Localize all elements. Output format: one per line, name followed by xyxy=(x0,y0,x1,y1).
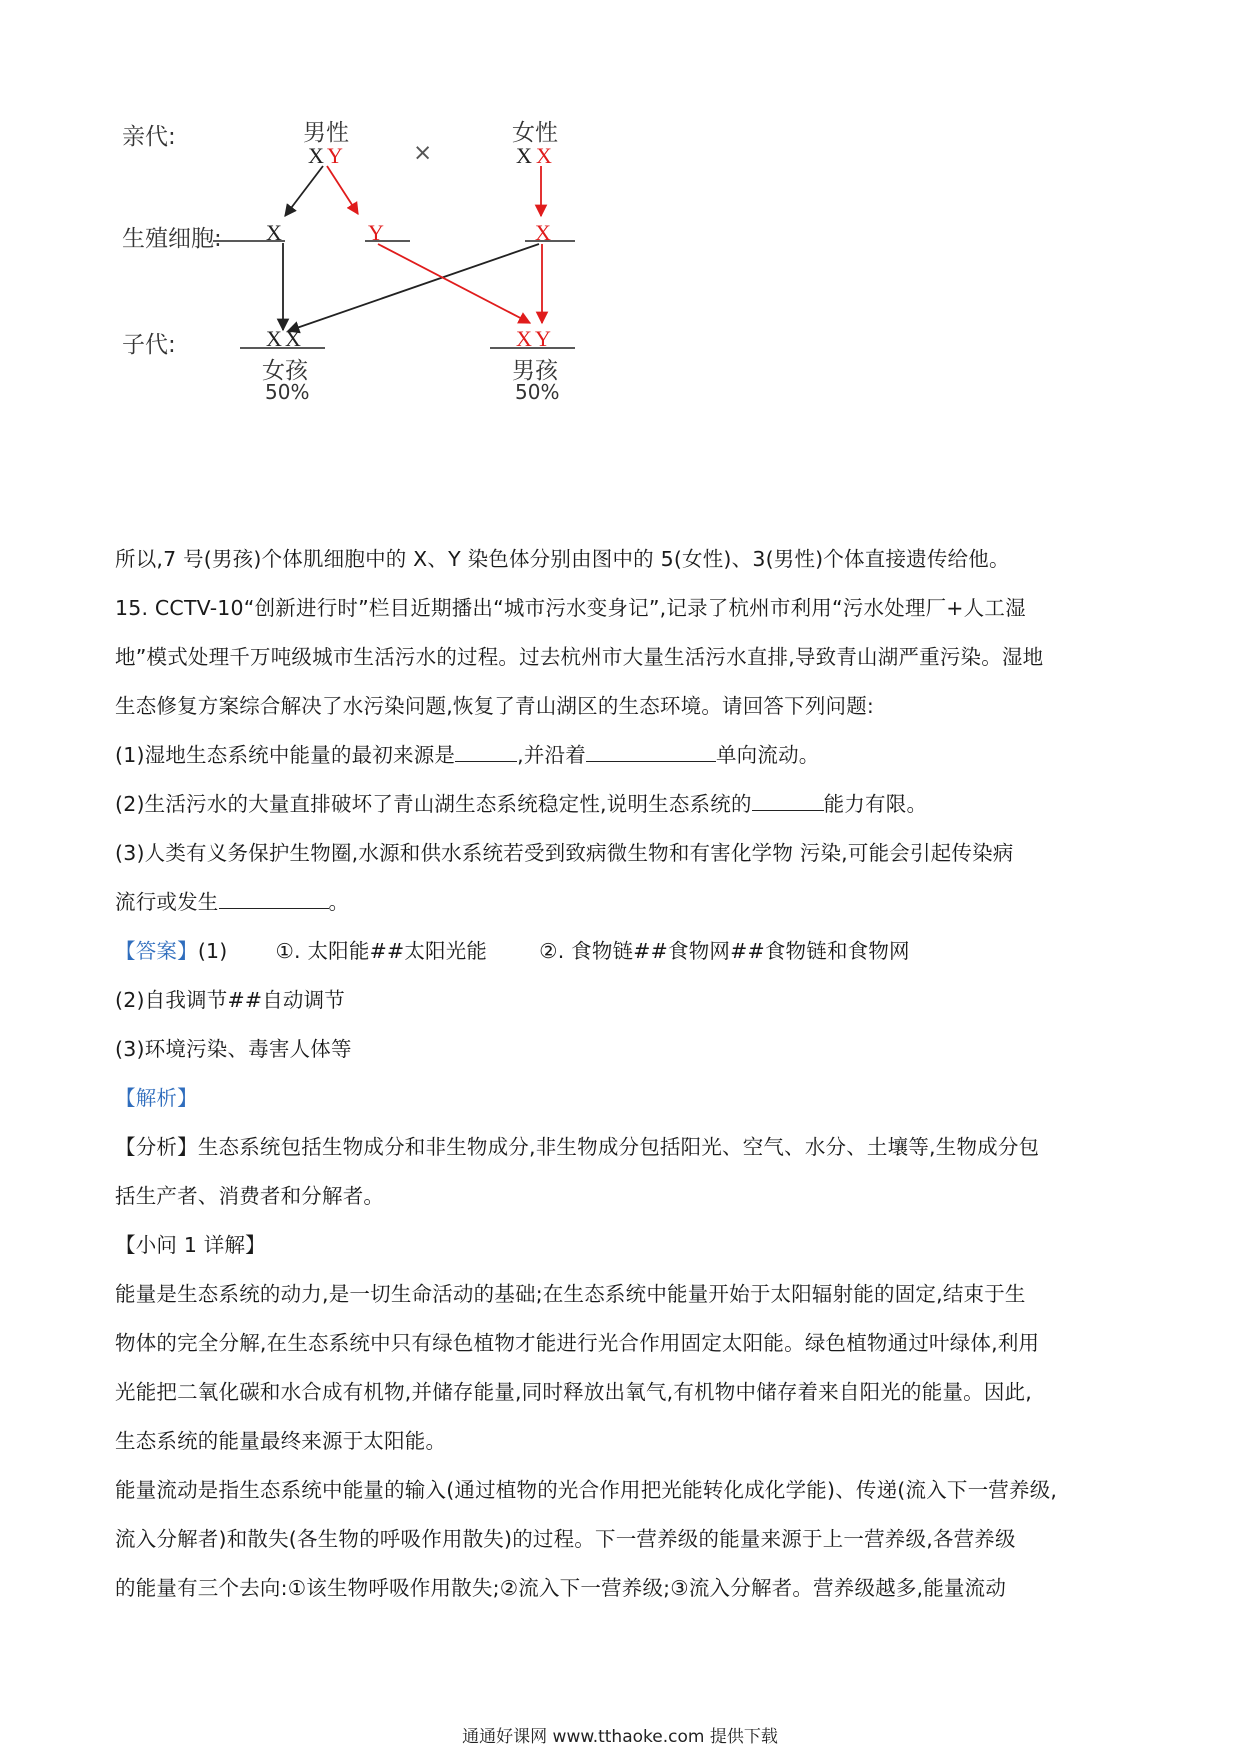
boy-percent: 50% xyxy=(515,380,560,404)
document-body xyxy=(115,535,1130,1613)
sub-question-3-line-2 xyxy=(115,878,1130,927)
answer-1-part-a: ①. 太阳能##太阳光能 xyxy=(275,939,488,963)
q1-text-a: (1)湿地生态系统中能量的最初来源是 xyxy=(115,743,456,767)
arrow-male-to-x-gamete xyxy=(285,166,323,216)
answer-blank-2 xyxy=(586,741,716,762)
analysis-line-1 xyxy=(115,1123,1130,1172)
gamete-male-y: Y xyxy=(368,220,384,245)
male-chrom-x: X xyxy=(308,143,324,168)
girl-chrom-x2: X xyxy=(285,326,301,351)
sub-question-2 xyxy=(115,780,1130,829)
boy-label: 男孩 xyxy=(512,358,558,384)
female-chrom-x2: X xyxy=(536,143,552,168)
answer-1-part-b: ②. 食物链##食物网##食物链和食物网 xyxy=(539,939,910,963)
detail-line-5: 能量流动是指生态系统中能量的输入(通过植物的光合作用把光能转化成化学能)、传递(流入下一营养级, xyxy=(115,1478,1058,1502)
male-chrom-y: Y xyxy=(327,143,343,168)
conclusion-line: 所以,7 号(男孩)个体肌细胞中的 X、Y 染色体分别由图中的 5(女性)、3(男性)个体直接遗传给他。 xyxy=(115,547,1010,571)
answer-line-3: (3)环境污染、毒害人体等 xyxy=(115,1037,352,1061)
question-15-line-3: 生态修复方案综合解决了水污染问题,恢复了青山湖区的生态环境。请回答下列问题: xyxy=(115,694,875,718)
inheritance-arrows xyxy=(120,118,680,458)
arrow-male-to-y-gamete xyxy=(327,166,358,214)
detail-line-2: 物体的完全分解,在生态系统中只有绿色植物才能进行光合作用固定太阳能。绿色植物通过叶绿体,利用 xyxy=(115,1331,1040,1355)
answer-blank-3 xyxy=(752,790,824,811)
female-parent-label: 女性 xyxy=(512,120,558,146)
q2-text-a: (2)生活污水的大量直排破坏了青山湖生态系统稳定性,说明生态系统的 xyxy=(115,792,752,816)
detail-line-3: 光能把二氧化碳和水合成有机物,并储存能量,同时释放出氧气,有机物中储存着来自阳光的能量。因此, xyxy=(115,1380,1032,1404)
female-chrom-x1: X xyxy=(516,143,532,168)
q1-text-c: 单向流动。 xyxy=(715,743,820,767)
q2-text-b: 能力有限。 xyxy=(823,792,928,816)
answer-line-1 xyxy=(115,927,1130,976)
girl-label: 女孩 xyxy=(262,358,308,384)
sub-question-1 xyxy=(115,731,1130,780)
girl-chrom-x1: X xyxy=(266,326,282,351)
row-label-offspring: 子代: xyxy=(122,332,176,358)
genetics-cross-diagram xyxy=(120,118,680,458)
boy-chrom-y: Y xyxy=(535,326,551,351)
row-label-parents: 亲代: xyxy=(122,124,176,150)
answer-blank-1 xyxy=(455,741,517,762)
answer-tag: 【答案】 xyxy=(115,939,198,963)
gamete-female-x: X xyxy=(535,220,551,245)
page-footer: 通通好课网 www.tthaoke.com 提供下载 xyxy=(462,1727,778,1747)
q3-text-c: 。 xyxy=(328,890,350,914)
girl-percent: 50% xyxy=(265,380,310,404)
gamete-male-x: X xyxy=(266,220,282,245)
sub-question-3-line-1: (3)人类有义务保护生物圈,水源和供水系统若受到致病微生物和有害化学物 污染,可能会引起传染病 xyxy=(115,841,1014,865)
analysis-tag: 【解析】 xyxy=(115,1086,198,1110)
detail-line-1: 能量是生态系统的动力,是一切生命活动的基础;在生态系统中能量开始于太阳辐射能的固定,结束于生 xyxy=(115,1282,1026,1306)
sub-question-1-detail-heading: 【小问 1 详解】 xyxy=(115,1233,266,1257)
q3-text-b: 流行或发生 xyxy=(115,890,219,914)
detail-line-4: 生态系统的能量最终来源于太阳能。 xyxy=(115,1429,447,1453)
fenxi-text-1: 生态系统包括生物成分和非生物成分,非生物成分包括阳光、空气、水分、土壤等,生物成分包 xyxy=(197,1135,1040,1159)
detail-line-7: 的能量有三个去向:①该生物呼吸作用散失;②流入下一营养级;③流入分解者。营养级越多,能量流动 xyxy=(115,1576,1007,1600)
answer-1-number: (1) xyxy=(197,939,228,963)
answer-blank-4 xyxy=(219,888,329,909)
arrow-female-x-to-girl xyxy=(288,244,539,331)
cross-symbol: × xyxy=(413,140,433,166)
fenxi-tag: 【分析】 xyxy=(115,1135,198,1159)
detail-line-6: 流入分解者)和散失(各生物的呼吸作用散失)的过程。下一营养级的能量来源于上一营养级,各营养级 xyxy=(115,1527,1016,1551)
question-15-line-2: 地”模式处理千万吨级城市生活污水的过程。过去杭州市大量生活污水直排,导致青山湖严重污染。湿地 xyxy=(115,645,1044,669)
q1-text-b: ,并沿着 xyxy=(517,743,586,767)
answer-line-2: (2)自我调节##自动调节 xyxy=(115,988,345,1012)
male-parent-label: 男性 xyxy=(303,120,349,146)
question-15-line-1: 15. CCTV-10“创新进行时”栏目近期播出“城市污水变身记”,记录了杭州市利用“污水处理厂+人工湿 xyxy=(115,596,1026,620)
analysis-line-2: 括生产者、消费者和分解者。 xyxy=(115,1184,385,1208)
row-label-gametes: 生殖细胞: xyxy=(122,226,222,252)
boy-chrom-x: X xyxy=(516,326,532,351)
